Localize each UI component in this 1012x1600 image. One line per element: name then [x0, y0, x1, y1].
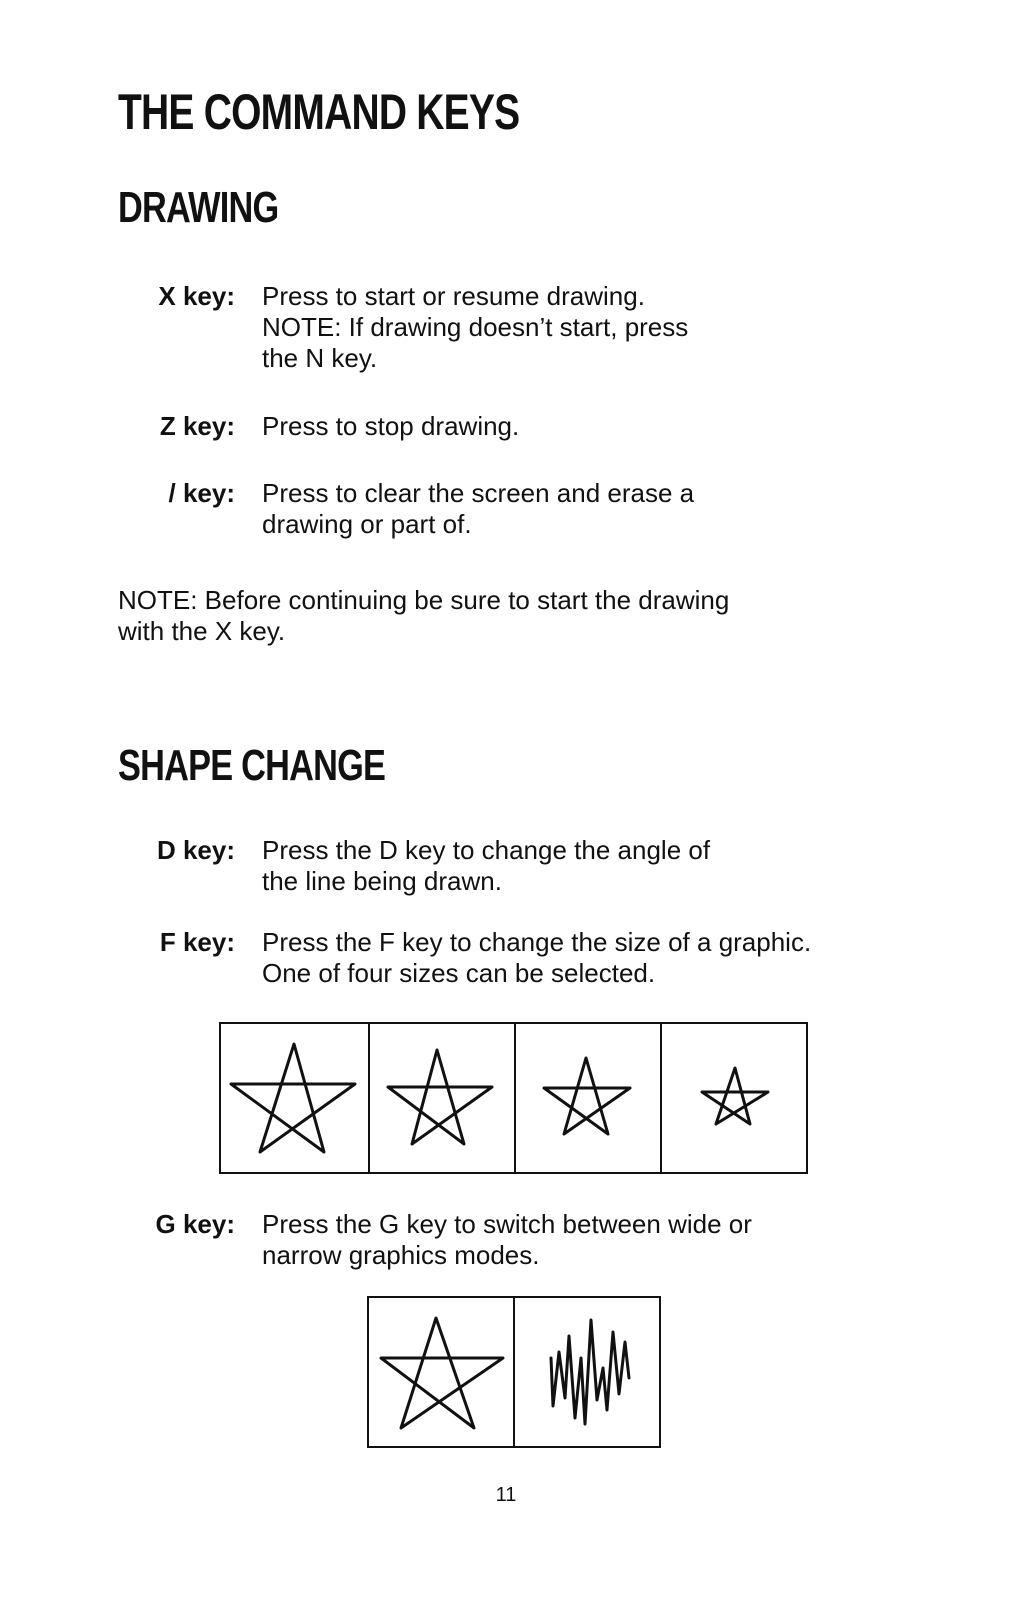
g-key-label: G key:	[155, 1209, 235, 1239]
star-tiny-icon	[662, 1024, 806, 1172]
size-example-medium	[370, 1024, 516, 1172]
page-title: THE COMMAND KEYS	[118, 84, 520, 140]
slash-key-label: / key:	[168, 478, 235, 508]
x-key-description: Press to start or resume drawing. NOTE: If drawing doesn’t start, press the N key.	[262, 281, 689, 373]
f-key-description: Press the F key to change the size of a graphic. One of four sizes can be selected.	[262, 927, 812, 988]
f-key-label: F key:	[159, 927, 235, 957]
mode-examples-panel	[367, 1296, 661, 1448]
size-examples-panel	[219, 1022, 808, 1174]
star-large-icon	[221, 1024, 368, 1172]
size-example-large	[221, 1024, 370, 1172]
star-wide-icon	[369, 1298, 513, 1446]
star-medium-icon	[370, 1024, 514, 1172]
x-key-label: X key:	[158, 281, 235, 311]
d-key-description: Press the D key to change the angle of the line being drawn.	[262, 835, 711, 896]
g-key-description: Press the G key to switch between wide or narrow graphics modes.	[262, 1209, 752, 1270]
z-key-label: Z key:	[159, 411, 235, 441]
drawing-heading: DRAWING	[118, 183, 279, 232]
zigzag-narrow-icon	[515, 1298, 659, 1446]
size-example-small	[516, 1024, 662, 1172]
mode-example-narrow	[515, 1298, 659, 1446]
page-number: 11	[495, 1484, 517, 1506]
shape-change-heading: SHAPE CHANGE	[118, 741, 386, 790]
slash-key-description: Press to clear the screen and erase a drawing or part of.	[262, 478, 695, 539]
d-key-label: D key:	[156, 835, 235, 865]
drawing-note: NOTE: Before continuing be sure to start the drawing with the X key.	[118, 585, 730, 646]
z-key-description: Press to stop drawing.	[262, 411, 520, 441]
size-example-tiny	[662, 1024, 806, 1172]
star-small-icon	[516, 1024, 660, 1172]
mode-example-wide	[369, 1298, 515, 1446]
